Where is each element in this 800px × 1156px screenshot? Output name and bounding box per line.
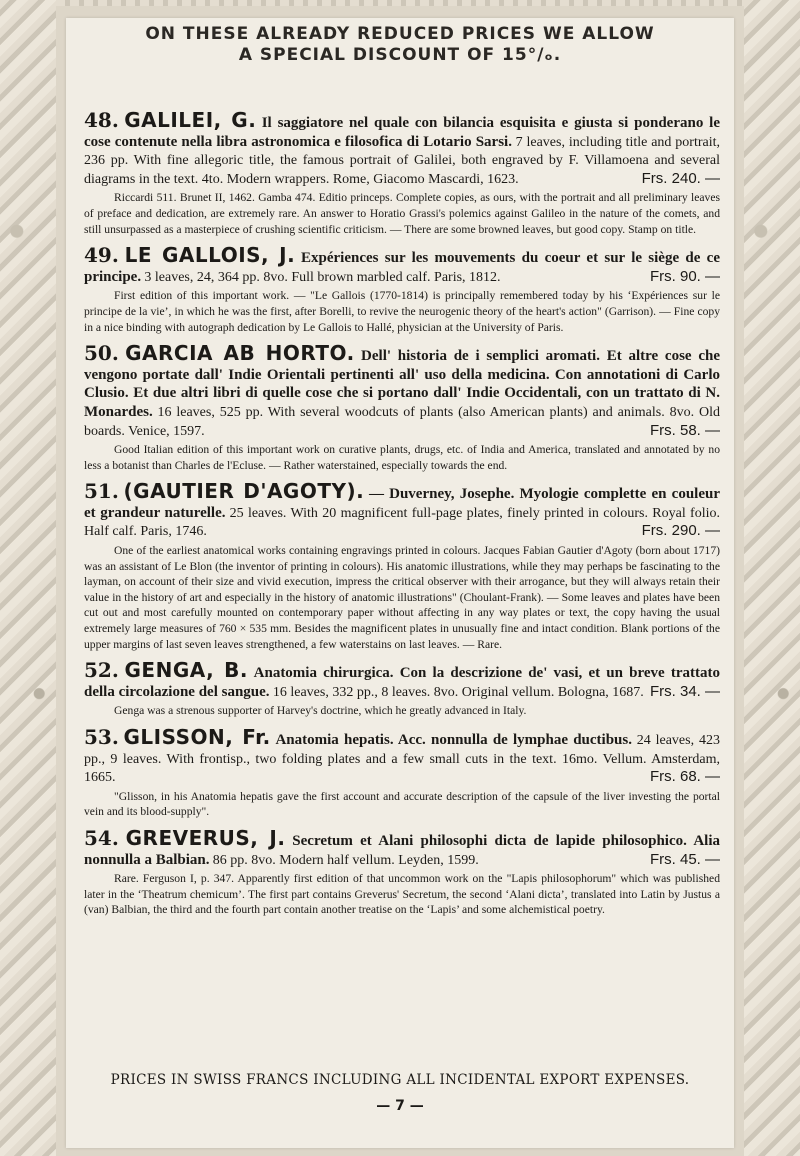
entry-note: First edition of this important work. — "Le Gallois (1770-1814) is principally remembered today by his ‘Expériences sur le principe de la vie’, in which he was the first, after Borelli, to revive the neurogenic theory of the heart's action" (Garrison). — Fine copy in a nice binding with autograph dedication by Le Gallois to Hallé, physician at the University of Paris. <box>84 289 720 334</box>
entry-title: Anatomia chirurgica. Con la descrizione de' vasi, et un breve trattato della circolazione del sangue. <box>84 665 720 700</box>
entry-lead <box>84 243 720 286</box>
page-number: — 7 — <box>376 1098 424 1114</box>
entry-price: Frs. 290. — <box>641 522 720 540</box>
entry-note: One of the earliest anatomical works containing engravings printed in colours. Jacques Fabian Gautier d'Agoty (born about 1717) was an assistant of Le Blon (the inventor of printing in colours). His anatomic illustrations, while they may perhaps be fascinating to the layman, on account of their size and vivid execution, impress the critical observer with their arrogance, but they will always retain their value in the history of art and especially in the history of anatomic illustrations" (Choulant-Frank). — Some leaves and plates have been cut out and most carefully mounted on contemporary paper without affecting in any way plates or text, the copy having the usual extremely large measures of 760 × 535 mm. Besides the magnificent plates in unusually fine and intact condition. Blank portions of the upper margins of last seven leaves strengthened, a few waterstains on last leaves. — Rare. <box>84 544 720 651</box>
catalogue-entry <box>84 825 721 918</box>
entry-price: Frs. 58. — <box>649 421 720 439</box>
catalogue-entry <box>84 479 720 652</box>
catalogue-entry <box>84 658 720 719</box>
entry-lead <box>84 341 721 440</box>
entry-author: (GAUTIER D'AGOTY). <box>123 479 365 504</box>
entry-number: 52. <box>84 658 119 683</box>
entry-author: GLISSON, Fr. <box>123 725 271 749</box>
entry-title: Il saggiatore nel quale con bilancia esquisita e giusta si ponderano le cose contenute nella libra astronomica e filosofica di Lotario Sarsi. <box>84 115 721 150</box>
entry-lead <box>84 479 720 541</box>
entry-number: 49. <box>84 243 119 268</box>
entry-title: Expériences sur les mouvements du coeur et sur le siège de ce principe. <box>84 250 720 285</box>
entry-description: 24 leaves, 423 pp., 9 leaves. With frontisp., two folding plates and a few small cuts in the text. 16mo. Vellum. Amsterdam, 1665. <box>84 733 721 786</box>
entry-price: Frs. 34. — <box>649 682 720 700</box>
page-header <box>66 24 734 66</box>
entry-note: Good Italian edition of this important work on curative plants, drugs, etc. of India and America, translated and annotated by no less a botanist than Charles de l'Ecluse. — Rather waterstained, especially towards the end. <box>84 443 720 472</box>
entry-title: Secretum et Alani philosophi dicta de lapide philosophico. Alia nonnulla a Balbian. <box>84 832 721 868</box>
catalogue-entry <box>84 243 720 335</box>
entry-price: Frs. 240. — <box>641 169 720 187</box>
footer-note: PRICES IN SWISS FRANCS INCLUDING ALL INCIDENTAL EXPORT EXPENSES. <box>110 1072 690 1088</box>
catalogue-entry <box>84 725 721 820</box>
entry-lead <box>84 658 720 701</box>
entry-lead <box>84 825 721 869</box>
entry-number: 53. <box>84 725 119 749</box>
marbled-border-right <box>744 0 800 1156</box>
entry-title: — Duverney, Josephe. Myologie complette en couleur et grandeur naturelle. <box>84 486 720 521</box>
marbled-border-top <box>0 0 800 6</box>
entry-price: Frs. 45. — <box>649 850 720 868</box>
entry-note: Riccardi 511. Brunet II, 1462. Gamba 474. Editio princeps. Complete copies, as ours, with the portrait and all preliminary leaves of preface and dedication, are extremely rare. An answer to Horatio Grassi's polemics against Galileo in the nature of the comets, and still unsurpassed as a masterpiece of crushing scientific criticism. — There are some browned leaves, but good copy. Stamp on title. <box>84 191 720 236</box>
entry-author: GALILEI, G. <box>124 108 257 132</box>
entry-number: 50. <box>84 341 119 366</box>
entry-author: GENGA, B. <box>124 658 248 683</box>
entry-title: Dell' historia de i semplici aromati. Et altre cose che vengono portate dall' Indie Orientali pertinenti all' uso della medicina. Con annotationi di Carlo Clusio. Et due altri libri di quelle cose che si portano dall' Indie Occidentali, con un trattato di N. Monardes. <box>84 348 721 420</box>
entry-number: 51. <box>84 479 119 504</box>
entry-note: Genga was a strenous supporter of Harvey's doctrine, which he greatly advanced in Italy. <box>114 704 527 718</box>
catalogue-entry <box>84 108 721 237</box>
entry-description: 25 leaves. With 20 magnificent full-page plates, finely printed in colours. Royal folio. Half calf. Paris, 1746. <box>84 505 720 540</box>
entry-description: 3 leaves, 24, 364 pp. 8vo. Full brown marbled calf. Paris, 1812. <box>144 269 501 285</box>
entry-note: "Glisson, in his Anatomia hepatis gave the first account and accurate description of the capsule of the liver investing the portal vein and its blood-supply". <box>84 789 720 819</box>
entry-price: Frs. 68. — <box>649 768 720 786</box>
header-line-2: A SPECIAL DISCOUNT OF 15°/ₒ. <box>238 45 562 65</box>
catalogue-page <box>66 18 734 1148</box>
entry-author: LE GALLOIS, J. <box>124 243 296 268</box>
entry-description: 16 leaves, 525 pp. With several woodcuts of plants (also American plants) and animals. 8vo. Old boards. Venice, 1597. <box>84 404 720 439</box>
entry-number: 48. <box>84 108 119 132</box>
entry-title: Anatomia hepatis. Acc. nonnulla de lymphae ductibus. <box>275 732 632 748</box>
marbled-border-left <box>0 0 56 1156</box>
entry-lead <box>84 108 721 188</box>
catalogue-entry <box>84 341 721 473</box>
entry-description: 86 pp. 8vo. Modern half vellum. Leyden, 1599. <box>212 852 479 868</box>
entry-price: Frs. 90. — <box>649 267 720 285</box>
entry-note: Rare. Ferguson I, p. 347. Apparently first edition of that uncommon work on the "Lapis philosophorum" which was published later in the ‘Theatrum chemicum’. The first part contains Greverus' Secretum, the second ‘Alani dicta’, translated into Latin by Justus a (van) Balbian, the third and the fourth part contain another treatise on the ‘Lapis’ and some alchemistical poetry. <box>84 872 720 917</box>
entry-number: 54. <box>84 825 119 850</box>
entry-list <box>84 108 721 928</box>
entry-author: GREVERUS, J. <box>125 825 286 850</box>
entry-description: 16 leaves, 332 pp., 8 leaves. 8vo. Original vellum. Bologna, 1687. <box>272 684 644 700</box>
entry-lead <box>84 725 721 787</box>
entry-author: GARCIA AB HORTO. <box>125 341 355 366</box>
entry-description: 7 leaves, including title and portrait, 236 pp. With fine allegoric title, the famous portrait of Galilei, both engraved by F. Villamoena and several diagrams in the text. 4to. Modern wrappers. Rome, Giacomo Mascardi, 1623. <box>84 134 720 187</box>
header-line-1: ON THESE ALREADY REDUCED PRICES WE ALLOW <box>145 24 655 44</box>
